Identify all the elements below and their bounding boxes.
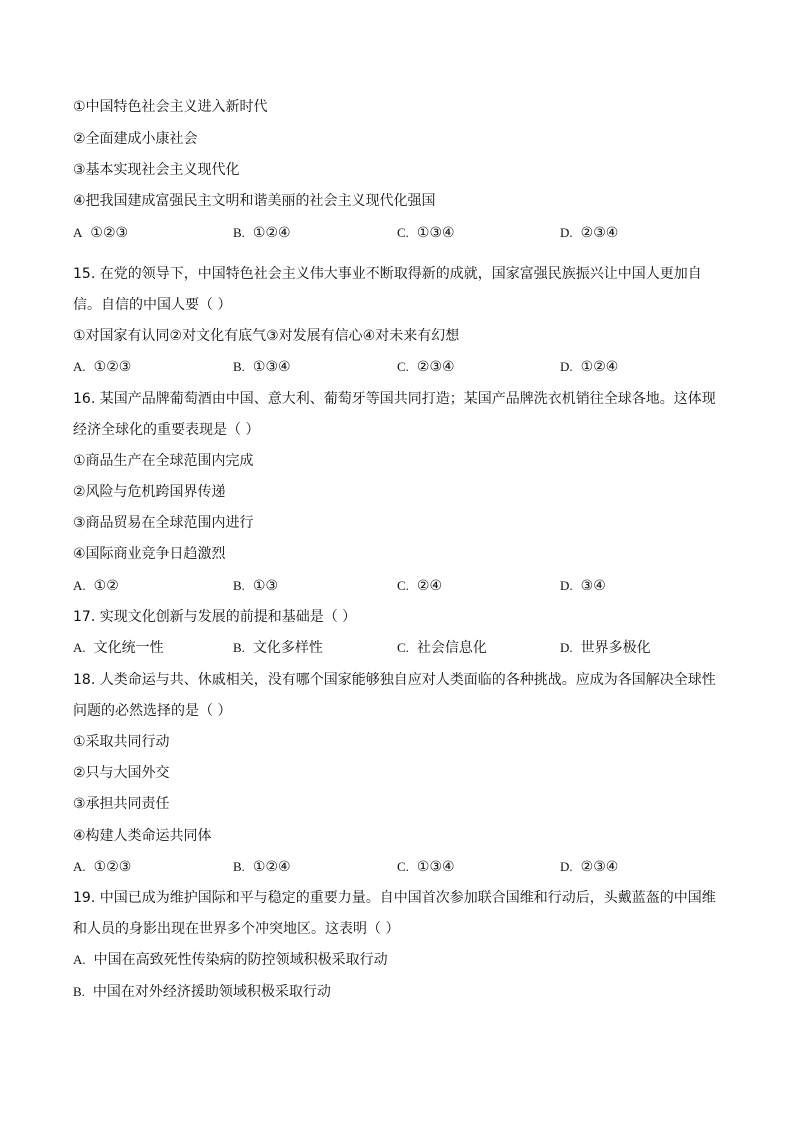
q18-option-c[interactable]: C. ①③④ (397, 859, 455, 875)
q14-option-b[interactable]: B. ①②④ (233, 225, 291, 241)
q15-option-a[interactable]: A. ①②③ (73, 359, 132, 375)
q14-item-2: ②全面建成小康社会 (73, 131, 198, 147)
q18-option-d[interactable]: D. ②③④ (560, 859, 619, 875)
q16-option-c[interactable]: C. ②④ (397, 578, 443, 594)
q15-option-d[interactable]: D. ①②④ (560, 359, 619, 375)
q14-option-d[interactable]: D. ②③④ (560, 225, 619, 241)
q18-option-b[interactable]: B. ①②④ (233, 859, 291, 875)
q16-item-2: ②风险与危机跨国界传递 (73, 484, 226, 500)
q18-option-a[interactable]: A. ①②③ (73, 859, 132, 875)
q18-item-3: ③承担共同责任 (73, 796, 170, 812)
q14-item-3: ③基本实现社会主义现代化 (73, 162, 240, 178)
q16-option-d[interactable]: D. ③④ (560, 578, 606, 594)
q14-item-1: ①中国特色社会主义进入新时代 (73, 99, 268, 115)
q18-stem-line-2: 问题的必然选择的是（ ） (73, 703, 232, 719)
q18-item-4: ④构建人类命运共同体 (73, 828, 212, 844)
q17-option-a[interactable]: A. 文化统一性 (73, 640, 164, 656)
q16-option-a[interactable]: A. ①② (73, 578, 119, 594)
q15-items: ①对国家有认同②对文化有底气③对发展有信心④对未来有幻想 (73, 328, 460, 344)
q18-item-2: ②只与大国外交 (73, 765, 170, 781)
q17-option-b[interactable]: B. 文化多样性 (233, 640, 323, 656)
q17-option-d[interactable]: D. 世界多极化 (560, 640, 651, 656)
q19-option-a[interactable]: A. 中国在高致死性传染病的防控领域积极采取行动 (73, 952, 388, 968)
q16-item-4: ④国际商业竞争日趋激烈 (73, 546, 226, 562)
q16-stem-line-2: 经济全球化的重要表现是（ ） (73, 422, 260, 438)
q14-item-4: ④把我国建成富强民主文明和谐美丽的社会主义现代化强国 (73, 193, 436, 209)
q16-options (73, 577, 733, 595)
q15-option-c[interactable]: C. ②③④ (397, 359, 455, 375)
q18-item-1: ①采取共同行动 (73, 734, 170, 750)
q15-stem-line-2: 信。自信的中国人要（ ） (73, 297, 232, 313)
q18-stem-line-1: 18. 人类命运与共、休戚相关，没有哪个国家能够独自应对人类面临的各种挑战。应成为各国解决全球性 (73, 672, 716, 688)
q17-stem: 17. 实现文化创新与发展的前提和基础是（ ） (73, 609, 357, 625)
q17-option-c[interactable]: C. 社会信息化 (397, 640, 487, 656)
q14-options (73, 224, 733, 242)
q15-stem-line-1: 15. 在党的领导下，中国特色社会主义伟大事业不断取得新的成就，国家富强民族振兴让中国人更加自 (73, 266, 702, 282)
q17-options (73, 639, 733, 657)
q16-item-3: ③商品贸易在全球范围内进行 (73, 515, 254, 531)
q15-option-b[interactable]: B. ①③④ (233, 359, 291, 375)
q15-options (73, 358, 733, 376)
q14-option-c[interactable]: C. ①③④ (397, 225, 455, 241)
q19-stem-line-1: 19. 中国已成为维护国际和平与稳定的重要力量。自中国首次参加联合国维和行动后，头戴蓝盔的中国维 (73, 890, 716, 906)
q19-option-b[interactable]: B. 中国在对外经济援助领域积极采取行动 (73, 984, 331, 1000)
q19-stem-line-2: 和人员的身影出现在世界多个冲突地区。这表明（ ） (73, 921, 400, 937)
q18-options (73, 858, 733, 876)
q16-stem-line-1: 16. 某国产品牌葡萄酒由中国、意大利、葡萄牙等国共同打造；某国产品牌洗衣机销往全球各地。这体现 (73, 391, 716, 407)
q16-item-1: ①商品生产在全球范围内完成 (73, 453, 254, 469)
q16-option-b[interactable]: B. ①③ (233, 578, 279, 594)
q14-option-a[interactable]: A ①②③ (73, 225, 129, 241)
